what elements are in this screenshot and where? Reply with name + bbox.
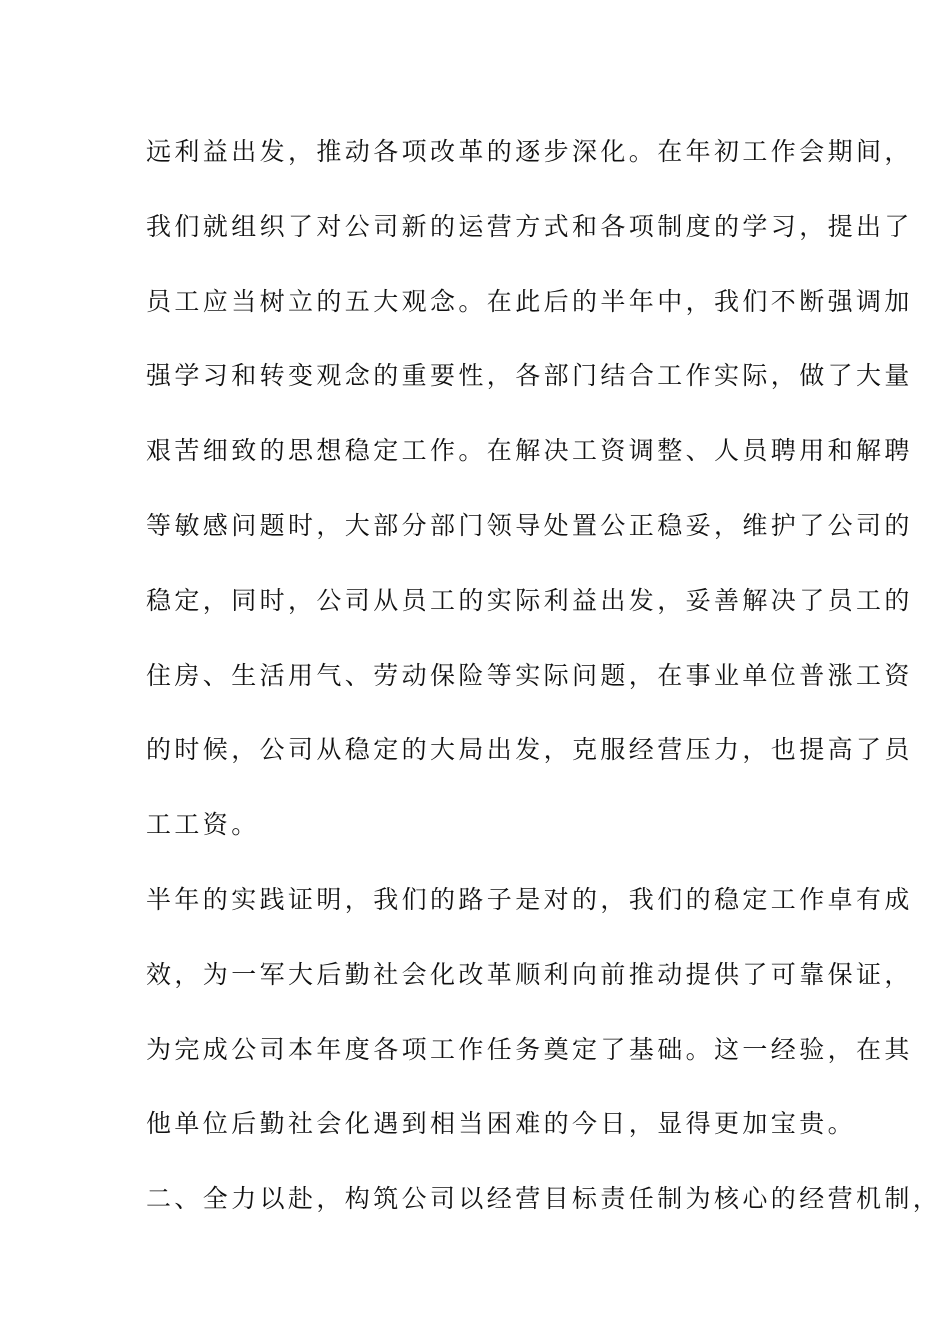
- text-line: 半年的实践证明，我们的路子是对的，我们的稳定工作卓有成: [146, 884, 913, 914]
- text-line: 稳定，同时，公司从员工的实际利益出发，妥善解决了员工的: [146, 585, 913, 615]
- text-line: 我们就组织了对公司新的运营方式和各项制度的学习，提出了: [146, 211, 913, 241]
- text-line: 强学习和转变观念的重要性，各部门结合工作实际，做了大量: [146, 361, 913, 391]
- document-body: [146, 130, 942, 1252]
- text-line: 住房、生活用气、劳动保险等实际问题，在事业单位普涨工资: [146, 660, 913, 690]
- text-line: 为完成公司本年度各项工作任务奠定了基础。这一经验，在其: [146, 1034, 913, 1064]
- text-line: 艰苦细致的思想稳定工作。在解决工资调整、人员聘用和解聘: [146, 436, 913, 466]
- text-line: 远利益出发，推动各项改革的逐步深化。在年初工作会期间，: [146, 137, 913, 166]
- text-line: 他单位后勤社会化遇到相当困难的今日，显得更加宝贵。: [146, 1109, 857, 1139]
- text-line: 员工应当树立的五大观念。在此后的半年中，我们不断强调加: [146, 286, 913, 316]
- text-line: 工工资。: [146, 810, 260, 840]
- text-line: 效，为一军大后勤社会化改革顺利向前推动提供了可靠保证，: [146, 959, 913, 989]
- text-line: 的时候，公司从稳定的大局出发，克服经营压力，也提高了员: [146, 735, 913, 765]
- text-line: 二、全力以赴，构筑公司以经营目标责任制为核心的经营机制，: [146, 1184, 942, 1214]
- text-line: 等敏感问题时，大部分部门领导处置公正稳妥，维护了公司的: [146, 510, 913, 540]
